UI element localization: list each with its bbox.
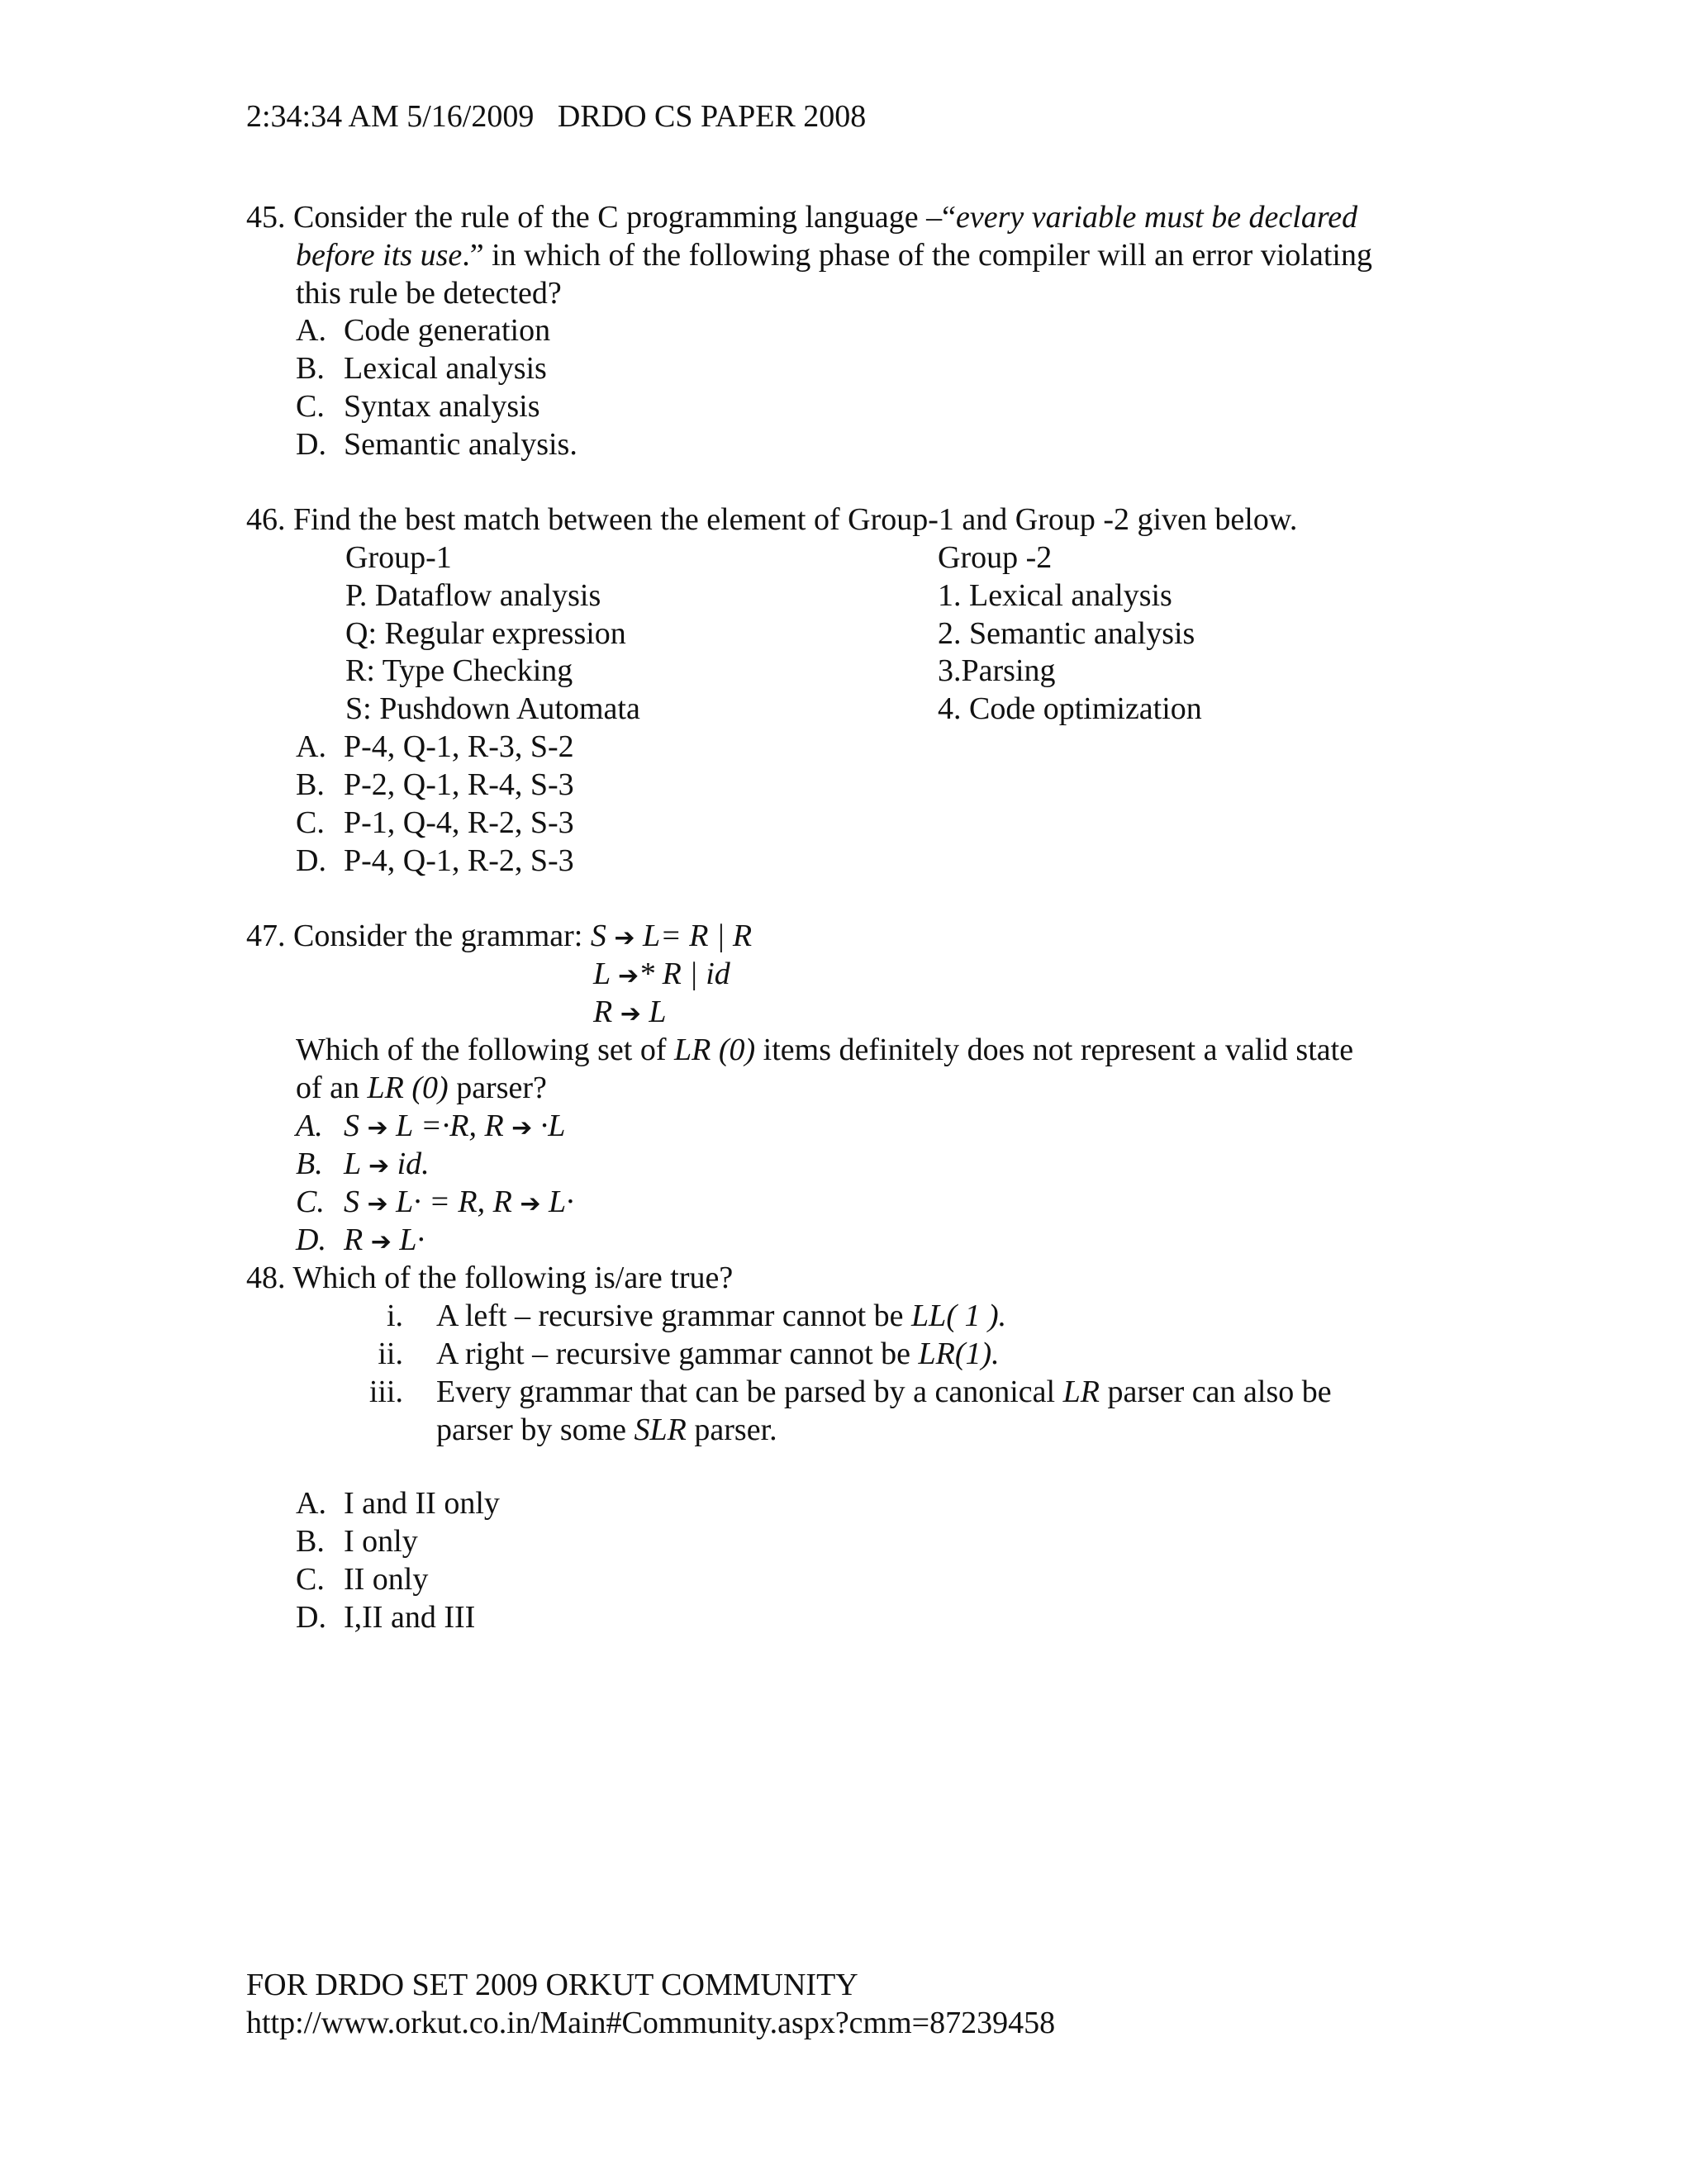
arrow-icon: ➔ <box>370 1227 392 1256</box>
arrow-icon: ➔ <box>511 1113 533 1142</box>
q48-option-c <box>296 1560 428 1598</box>
item-lhs: R <box>344 1223 364 1257</box>
page-header <box>246 97 866 135</box>
statement-italic: LR <box>1062 1374 1100 1409</box>
arrow-icon: ➔ <box>520 1189 541 1218</box>
q48-statement-3-cont <box>436 1411 777 1449</box>
option-letter: C. <box>296 1562 325 1597</box>
q46-group1-item: S: Pushdown Automata <box>345 691 640 726</box>
option-text: Syntax analysis <box>344 389 540 424</box>
q48-statement-1 <box>345 1297 1006 1335</box>
option-text: Code generation <box>344 313 551 348</box>
q48-option-b <box>296 1522 418 1560</box>
q46-option-d <box>296 842 574 880</box>
statement-text: parser can also be <box>1099 1374 1332 1409</box>
q45-text-before: Consider the rule of the C programming language –“ <box>293 200 957 235</box>
q45-line2 <box>296 236 1372 274</box>
q47-question-line2 <box>296 1069 547 1107</box>
option-letter: A. <box>296 1109 323 1143</box>
q47-line1 <box>246 917 752 957</box>
q47-question-part1: Which of the following set of <box>296 1033 675 1067</box>
arrow-icon: ➔ <box>367 1189 388 1218</box>
item-rhs: L =·R, R <box>387 1109 512 1143</box>
q48-option-d <box>296 1598 475 1636</box>
q46-group2-item: 2. Semantic analysis <box>938 616 1195 651</box>
statement-text: parser by some <box>436 1412 634 1447</box>
item-rhs: L· = R, R <box>387 1185 520 1219</box>
rule-lhs: S <box>590 919 606 953</box>
q46-option-c <box>296 804 574 842</box>
arrow-icon: ➔ <box>368 1151 390 1180</box>
q45-line3: this rule be detected? <box>296 276 562 311</box>
q46-group1-item: R: Type Checking <box>345 653 573 688</box>
rule-rhs: * R | id <box>639 957 730 991</box>
rule-lhs: L <box>593 957 611 991</box>
statement-number: i. <box>386 1299 403 1333</box>
option-text: I,II and III <box>344 1600 476 1635</box>
statement-number: ii. <box>378 1337 403 1371</box>
q47-option-a <box>296 1107 565 1147</box>
arrow-icon: ➔ <box>614 923 635 952</box>
option-letter: D. <box>296 843 326 878</box>
footer-line1: FOR DRDO SET 2009 ORKUT COMMUNITY <box>246 1968 858 2002</box>
option-letter: B. <box>296 1524 325 1559</box>
q48-line1 <box>246 1259 733 1297</box>
q46-group1-heading: Group-1 <box>345 540 452 575</box>
q47-question-part3: of an <box>296 1071 368 1105</box>
option-text: Lexical analysis <box>344 351 547 386</box>
option-letter: D. <box>296 1600 326 1635</box>
option-text: P-4, Q-1, R-3, S-2 <box>344 729 574 764</box>
q46-group2-item: 4. Code optimization <box>938 691 1202 726</box>
q45-option-a <box>296 311 550 349</box>
statement-text: parser. <box>686 1412 777 1447</box>
q46-group2-heading: Group -2 <box>938 540 1053 575</box>
q46-number: 46. <box>246 502 286 537</box>
statement-italic: LR(1). <box>918 1337 1000 1371</box>
q45-italic-2: before its use <box>296 238 463 273</box>
option-letter: C. <box>296 389 325 424</box>
statement-italic: SLR <box>634 1412 687 1447</box>
q46-group2-item: 3.Parsing <box>938 653 1056 688</box>
arrow-icon: ➔ <box>367 1113 388 1142</box>
statement-text: A left – recursive grammar cannot be <box>436 1299 912 1333</box>
option-text: I only <box>344 1524 418 1559</box>
option-text: II only <box>344 1562 429 1597</box>
q48-statement-3 <box>345 1373 1332 1411</box>
q47-grammar-rule-3 <box>593 993 667 1033</box>
q45-italic-1: every variable must be declared <box>956 200 1358 235</box>
option-letter: D. <box>296 1223 326 1257</box>
item-rhs: id. <box>389 1147 430 1181</box>
header-timestamp: 2:34:34 AM 5/16/2009 <box>246 99 535 134</box>
q45-option-b <box>296 349 547 387</box>
q45-number: 45. <box>246 200 286 235</box>
option-text: P-2, Q-1, R-4, S-3 <box>344 767 574 802</box>
q48-number: 48. <box>246 1261 286 1295</box>
item-rhs: L· <box>391 1223 425 1257</box>
q46-line1 <box>246 501 1297 539</box>
option-text: Semantic analysis. <box>344 427 577 462</box>
q47-question-part2: items definitely does not represent a valid state <box>755 1033 1354 1067</box>
q47-option-d <box>296 1221 425 1261</box>
statement-text: A right – recursive gammar cannot be <box>436 1337 919 1371</box>
q47-grammar-rule-1 <box>591 919 752 953</box>
arrow-icon: ➔ <box>620 999 641 1028</box>
item-lhs: L <box>344 1147 361 1181</box>
item-lhs: S <box>344 1109 359 1143</box>
q47-lr0: LR (0) <box>674 1033 756 1067</box>
statement-number: iii. <box>368 1374 403 1409</box>
q45-line1 <box>246 198 1357 236</box>
q47-number: 47. <box>246 919 286 953</box>
rule-rhs: L= R | R <box>634 919 753 953</box>
q48-statement-2 <box>345 1335 1000 1373</box>
q47-option-c <box>296 1183 574 1223</box>
rule-rhs: L <box>640 995 667 1029</box>
arrow-icon: ➔ <box>617 961 639 990</box>
q46-option-a <box>296 728 574 766</box>
option-text: I and II only <box>344 1486 500 1521</box>
option-letter: B. <box>296 351 325 386</box>
rule-lhs: R <box>593 995 613 1029</box>
option-letter: A. <box>296 313 326 348</box>
q47-question-line1 <box>296 1031 1353 1069</box>
q46-text: Find the best match between the element of Group-1 and Group -2 given below. <box>293 502 1298 537</box>
statement-text: Every grammar that can be parsed by a canonical <box>436 1374 1063 1409</box>
q47-intro: Consider the grammar: <box>293 919 591 953</box>
q45-option-c <box>296 387 539 425</box>
option-letter: D. <box>296 427 326 462</box>
footer-link[interactable]: http://www.orkut.co.in/Main#Community.aspx?cmm=87239458 <box>246 2006 1056 2040</box>
item-rhs: L· <box>540 1185 574 1219</box>
item-lhs: S <box>344 1185 359 1219</box>
q46-option-b <box>296 766 574 804</box>
option-letter: B. <box>296 1147 323 1181</box>
option-text: P-4, Q-1, R-2, S-3 <box>344 843 574 878</box>
option-letter: A. <box>296 729 326 764</box>
q47-question-part4: parser? <box>448 1071 547 1105</box>
q47-option-b <box>296 1145 430 1185</box>
q46-group1-item: P. Dataflow analysis <box>345 578 601 613</box>
q46-group2-item: 1. Lexical analysis <box>938 578 1172 613</box>
option-text: P-1, Q-4, R-2, S-3 <box>344 805 574 840</box>
q46-group1-item: Q: Regular expression <box>345 616 626 651</box>
header-title: DRDO CS PAPER 2008 <box>557 99 867 134</box>
statement-italic: LL( 1 ). <box>911 1299 1007 1333</box>
q45-option-d <box>296 425 577 463</box>
option-letter: C. <box>296 1185 325 1219</box>
option-letter: C. <box>296 805 325 840</box>
q48-text: Which of the following is/are true? <box>292 1261 734 1295</box>
q47-lr0: LR (0) <box>367 1071 449 1105</box>
q48-option-a <box>296 1484 500 1522</box>
option-letter: B. <box>296 767 325 802</box>
option-letter: A. <box>296 1486 326 1521</box>
q45-text-after: .” in which of the following phase of the compiler will an error violating <box>462 238 1372 273</box>
q47-grammar-rule-2 <box>593 955 730 995</box>
item-rhs: ·L <box>532 1109 566 1143</box>
